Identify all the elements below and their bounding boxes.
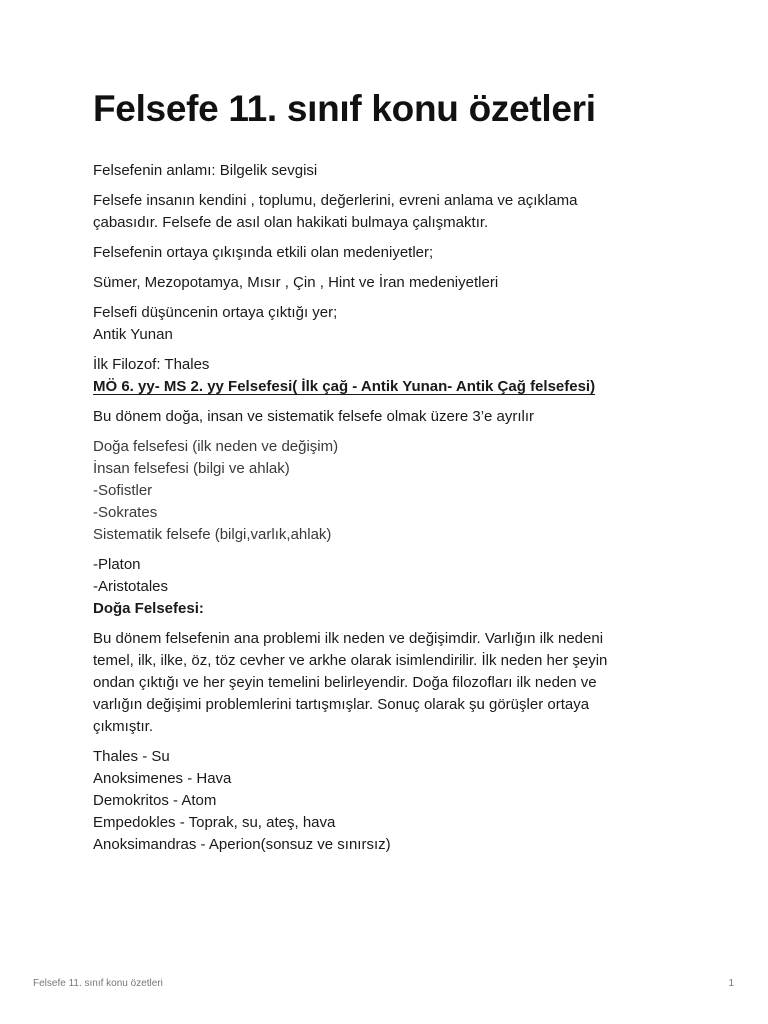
origin-place: Antik Yunan: [93, 326, 173, 343]
paragraph-line: çıkmıştır.: [93, 718, 153, 735]
footer-title: Felsefe 11. sınıf konu özetleri: [33, 978, 163, 989]
section-summary: Bu dönem doğa, insan ve sistematik felsefe olmak üzere 3’e ayrılır: [93, 408, 535, 425]
list-item: Thales - Su: [93, 748, 170, 765]
paragraph-line: Bu dönem felsefenin ana problemi ilk neden ve değişimdir. Varlığın ilk nedeni: [93, 630, 604, 647]
list-item: Anoksimandras - Aperion(sonsuz ve sınırsız): [93, 836, 391, 853]
nature-paragraph: [93, 628, 653, 738]
section-heading-nature: Doğa Felsefesi:: [93, 600, 204, 617]
list-item: -Platon: [93, 556, 141, 573]
branches-list: [93, 436, 653, 546]
section-heading-ancient: MÖ 6. yy- MS 2. yy Felsefesi( İlk çağ - Antik Yunan- Antik Çağ felsefesi): [93, 378, 596, 395]
paragraph-line: temel, ilk, ilke, öz, töz cevher ve arkhe olarak isimlendirilir. İlk neden her şeyin: [93, 652, 608, 669]
list-item: -Aristotales: [93, 578, 169, 595]
page-number: 1: [728, 978, 734, 989]
document-title: Felsefe 11. sınıf konu özetleri: [93, 88, 596, 129]
list-item: -Sokrates: [93, 504, 158, 521]
origin-paragraph: [93, 302, 653, 346]
document-page: [93, 86, 653, 856]
list-item: Doğa felsefesi (ilk neden ve değişim): [93, 438, 339, 455]
list-item: Sistematik felsefe (bilgi,varlık,ahlak): [93, 526, 332, 543]
paragraph-line: ondan çıktığı ve her şeyin temelini belirleyendir. Doğa filozofları ilk neden ve: [93, 674, 597, 691]
paragraph-line: varlığın değişimi problemlerini tartışmışlar. Sonuç olarak şu görüşler ortaya: [93, 696, 590, 713]
civilizations-list: Sümer, Mezopotamya, Mısır , Çin , Hint ve İran medeniyetleri: [93, 274, 499, 291]
origin-heading: Felsefi düşüncenin ortaya çıktığı yer;: [93, 304, 338, 321]
civilizations-heading: Felsefenin ortaya çıkışında etkili olan medeniyetler;: [93, 244, 434, 261]
meaning-line: Felsefenin anlamı: Bilgelik sevgisi: [93, 162, 318, 179]
definition-paragraph: [93, 190, 653, 234]
first-philosopher: İlk Filozof: Thales: [93, 356, 210, 373]
definition-line-1: Felsefe insanın kendini , toplumu, değerlerini, evreni anlama ve açıklama: [93, 192, 578, 209]
philosophers-list: [93, 746, 653, 856]
list-item: Anoksimenes - Hava: [93, 770, 232, 787]
list-item: Demokritos - Atom: [93, 792, 217, 809]
definition-line-2: çabasıdır. Felsefe de asıl olan hakikati bulmaya çalışmaktır.: [93, 214, 489, 231]
systematic-philosophers-list: [93, 554, 653, 598]
list-item: İnsan felsefesi (bilgi ve ahlak): [93, 460, 290, 477]
list-item: Empedokles - Toprak, su, ateş, hava: [93, 814, 336, 831]
list-item: -Sofistler: [93, 482, 153, 499]
